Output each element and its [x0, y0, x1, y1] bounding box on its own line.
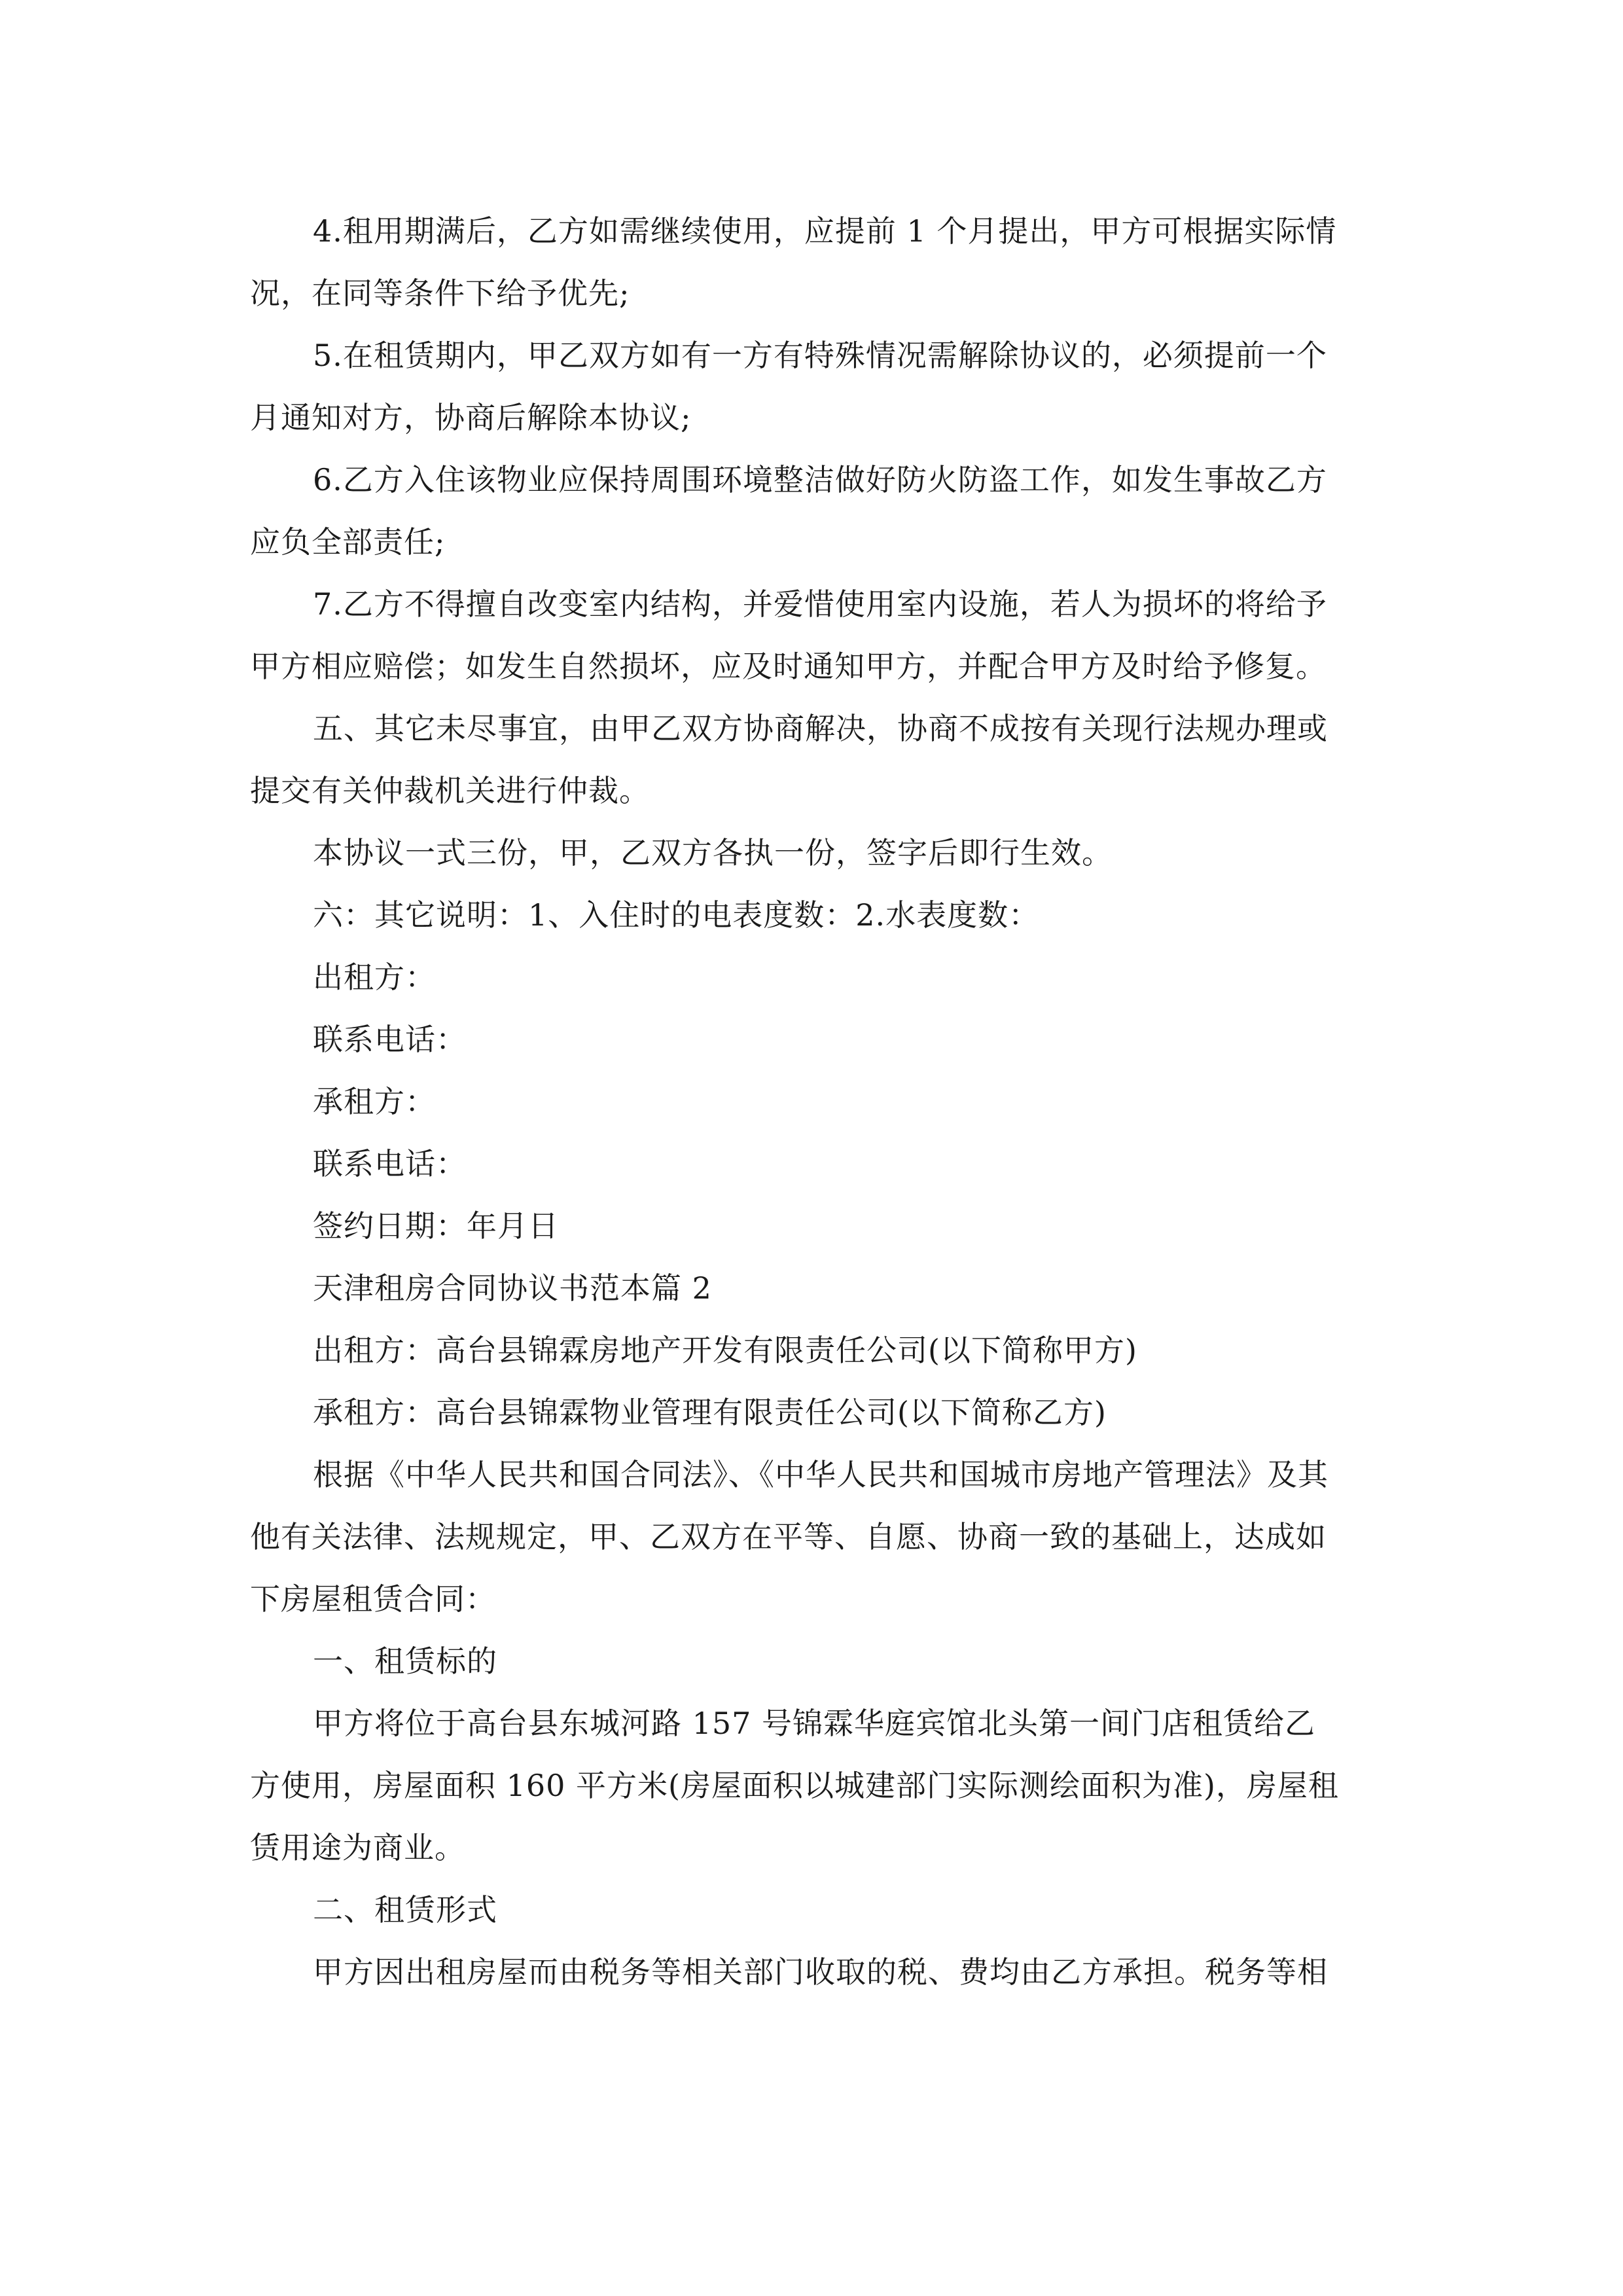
clause-5-line-1: 5.在租赁期内，甲乙双方如有一方有特殊情况需解除协议的，必须提前一个 [313, 338, 1327, 373]
clause-5-line-2: 月通知对方，协商后解除本协议; [250, 400, 692, 435]
clause-7-line-1: 7.乙方不得擅自改变室内结构，并爱惜使用室内设施，若人为损坏的将给予 [313, 586, 1327, 622]
section-5-line-1: 五、其它未尽事宜，由甲乙双方协商解决，协商不成按有关现行法规办理或 [313, 711, 1328, 746]
clause-6-line-2: 应负全部责任; [250, 524, 446, 560]
lessor-label: 出租方： [313, 960, 436, 995]
lease-form-line-1: 甲方因出租房屋而由税务等相关部门收取的税、费均由乙方承担。税务等相 [313, 1954, 1328, 1990]
clause-4-line-1: 4.租用期满后，乙方如需继续使用，应提前 1 个月提出，甲方可根据实际情 [313, 213, 1337, 249]
clause-6-line-1: 6.乙方入住该物业应保持周围环境整洁做好防火防盗工作，如发生事故乙方 [313, 462, 1327, 497]
lessee-party: 承租方：高台县锦霖物业管理有限责任公司(以下简称乙方) [313, 1395, 1107, 1430]
section-6-notes: 六：其它说明：1、入住时的电表度数：2.水表度数： [313, 897, 1040, 933]
preamble-line-3: 下房屋租赁合同： [250, 1581, 496, 1617]
lessee-phone-label: 联系电话： [313, 1146, 467, 1181]
heading-lease-subject: 一、租赁标的 [313, 1643, 497, 1679]
copies-statement: 本协议一式三份，甲，乙双方各执一份，签字后即行生效。 [313, 835, 1113, 870]
lease-subject-line-1: 甲方将位于高台县东城河路 157 号锦霖华庭宾馆北头第一间门店租赁给乙 [313, 1706, 1316, 1741]
lease-subject-line-3: 赁用途为商业。 [250, 1830, 465, 1865]
lease-subject-line-2: 方使用，房屋面积 160 平方米(房屋面积以城建部门实际测绘面积为准)，房屋租 [250, 1768, 1339, 1803]
preamble-line-1: 根据《中华人民共和国合同法》、《中华人民共和国城市房地产管理法》及其 [313, 1457, 1329, 1492]
lessor-phone-label: 联系电话： [313, 1022, 467, 1057]
preamble-line-2: 他有关法律、法规规定，甲、乙双方在平等、自愿、协商一致的基础上，达成如 [250, 1519, 1327, 1554]
heading-lease-form: 二、租赁形式 [313, 1892, 497, 1928]
lessee-label: 承租方： [313, 1084, 436, 1119]
section-5-line-2: 提交有关仲裁机关进行仲裁。 [250, 773, 650, 808]
clause-7-line-2: 甲方相应赔偿；如发生自然损坏，应及时通知甲方，并配合甲方及时给予修复。 [250, 649, 1327, 684]
lessor-party: 出租方：高台县锦霖房地产开发有限责任公司(以下简称甲方) [313, 1333, 1137, 1368]
section-title: 天津租房合同协议书范本篇 2 [313, 1270, 712, 1306]
clause-4-line-2: 况，在同等条件下给予优先; [250, 276, 630, 311]
signing-date-label: 签约日期：年月日 [313, 1208, 559, 1244]
